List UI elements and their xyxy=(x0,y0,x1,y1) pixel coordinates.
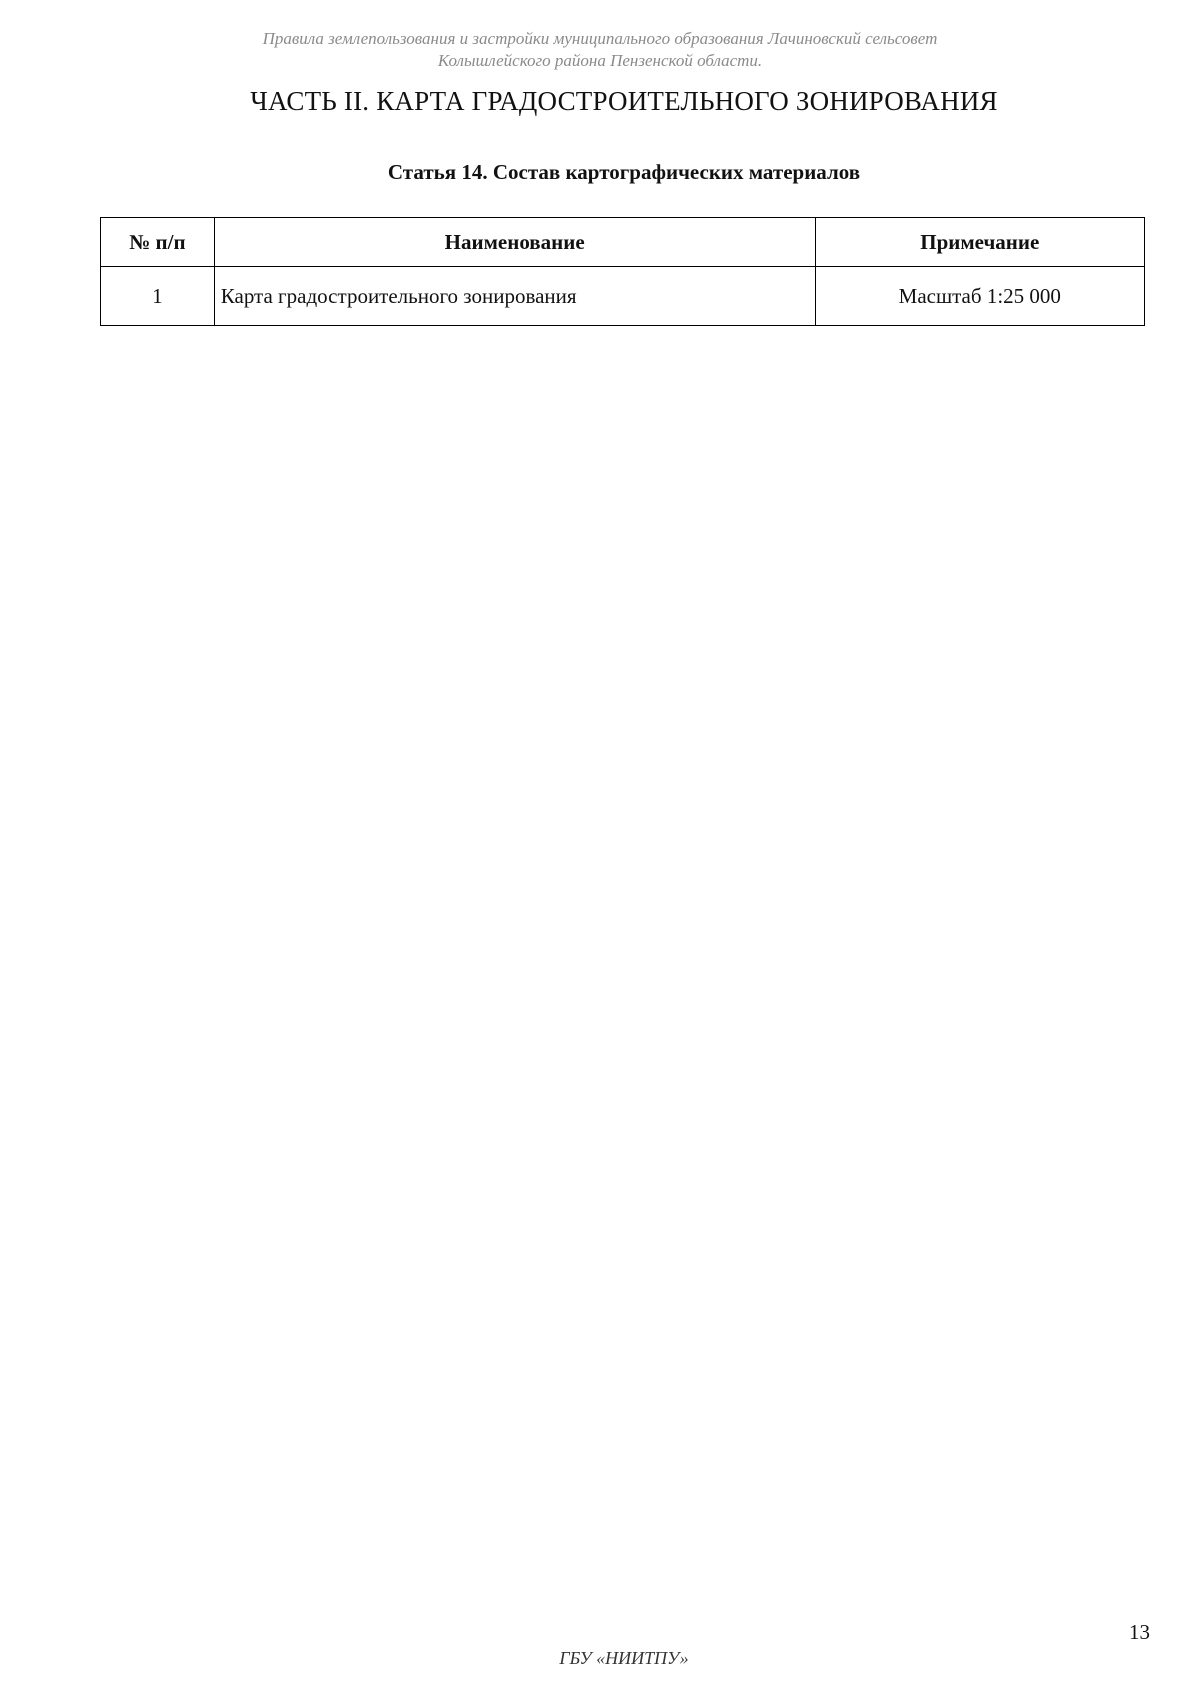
cell-number: 1 xyxy=(101,267,215,326)
running-header xyxy=(0,28,1200,72)
running-footer: ГБУ «НИИТПУ» xyxy=(559,1648,689,1668)
cell-name: Карта градостроительного зонирования xyxy=(214,267,815,326)
running-header-line-2: Колышлейского района Пензенской области. xyxy=(437,51,763,70)
running-header-line-1: Правила землепользования и застройки муниципального образования Лачиновский сельсовет xyxy=(262,29,938,48)
page-number: 13 xyxy=(1129,1620,1150,1644)
part-title: ЧАСТЬ II. КАРТА ГРАДОСТРОИТЕЛЬНОГО ЗОНИРОВАНИЯ xyxy=(250,86,998,116)
materials-table xyxy=(100,217,1145,326)
table-header-row xyxy=(101,218,1145,267)
cell-note: Масштаб 1:25 000 xyxy=(815,267,1144,326)
column-header-name: Наименование xyxy=(214,218,815,267)
column-header-note: Примечание xyxy=(815,218,1144,267)
article-title: Статья 14. Состав картографических материалов xyxy=(387,160,861,184)
table-row xyxy=(101,267,1145,326)
column-header-number: № п/п xyxy=(101,218,215,267)
